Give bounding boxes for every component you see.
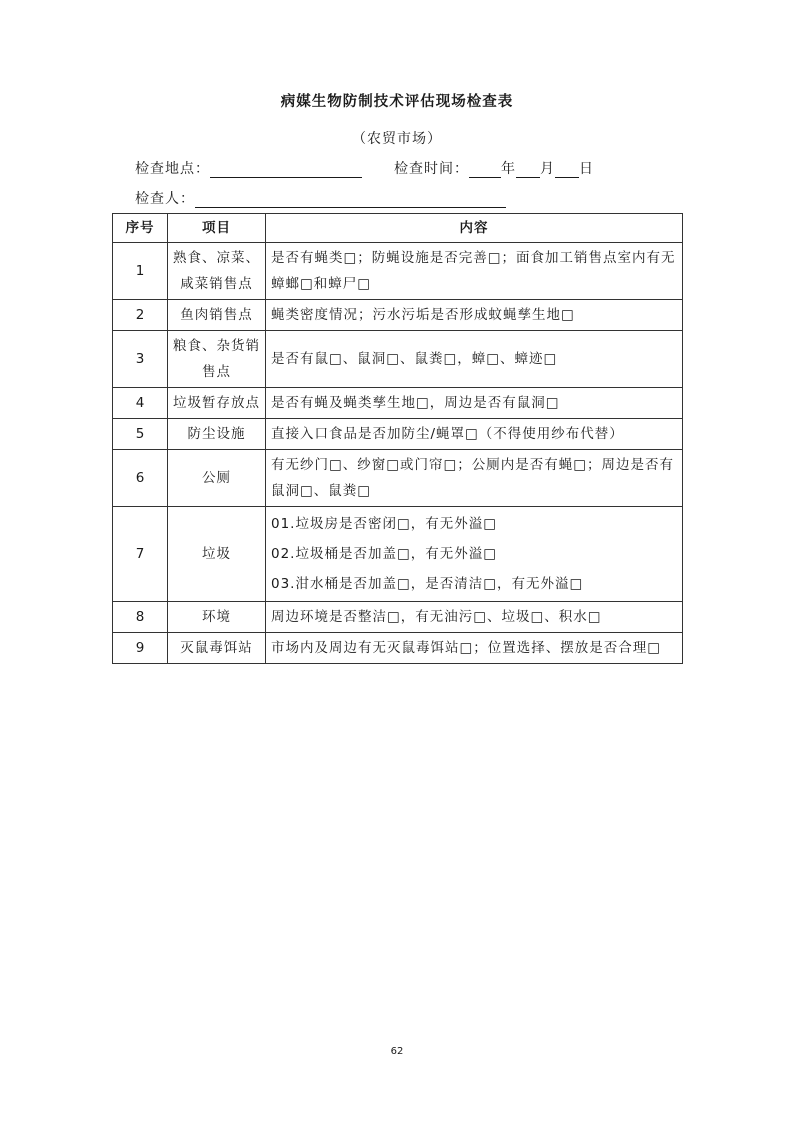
row-item: 灭鼠毒饵站 [168, 633, 266, 664]
month-label: 月 [540, 161, 555, 177]
table-row [113, 633, 683, 664]
row-content [266, 507, 683, 602]
row-item: 鱼肉销售点 [168, 300, 266, 331]
row-item: 公厕 [168, 450, 266, 507]
inspector-label: 检查人： [135, 191, 195, 207]
row-item: 垃圾 [168, 507, 266, 602]
time-label: 检查时间： [394, 161, 469, 177]
header-item: 项目 [168, 214, 266, 243]
row-number: 3 [113, 331, 168, 388]
row-number: 8 [113, 602, 168, 633]
page-number: 62 [390, 1046, 404, 1057]
table-row [113, 331, 683, 388]
row-number: 1 [113, 243, 168, 300]
row-item: 防尘设施 [168, 419, 266, 450]
row-content: 有无纱门□、纱窗□或门帘□；公厕内是否有蝇□；周边是否有鼠洞□、鼠粪□ [266, 450, 683, 507]
table-header-row [113, 214, 683, 243]
row-number: 4 [113, 388, 168, 419]
row-item: 环境 [168, 602, 266, 633]
row-content: 是否有蝇及蝇类孳生地□，周边是否有鼠洞□ [266, 388, 683, 419]
form-title: 病媒生物防制技术评估现场检查表 [280, 94, 514, 110]
header-content: 内容 [266, 214, 683, 243]
table-row [113, 419, 683, 450]
table-row [113, 450, 683, 507]
month-blank[interactable] [516, 162, 540, 178]
row-number: 2 [113, 300, 168, 331]
content-line: 01.垃圾房是否密闭□，有无外溢□ [271, 516, 497, 532]
content-line: 03.泔水桶是否加盖□，是否清洁□，有无外溢□ [271, 576, 584, 592]
table-row [113, 300, 683, 331]
inspector-row [135, 188, 506, 208]
row-number: 6 [113, 450, 168, 507]
row-number: 5 [113, 419, 168, 450]
year-blank[interactable] [469, 162, 501, 178]
row-content: 是否有鼠□、鼠洞□、鼠粪□，蟑□、蟑迹□ [266, 331, 683, 388]
form-subtitle: （农贸市场） [352, 131, 442, 147]
inspection-table [112, 213, 683, 664]
row-content: 直接入口食品是否加防尘/蝇罩□（不得使用纱布代替） [266, 419, 683, 450]
table-row [113, 602, 683, 633]
table-row [113, 388, 683, 419]
row-item: 熟食、凉菜、咸菜销售点 [168, 243, 266, 300]
table-row [113, 243, 683, 300]
row-item: 垃圾暂存放点 [168, 388, 266, 419]
row-number: 9 [113, 633, 168, 664]
table-row [113, 507, 683, 602]
location-label: 检查地点： [135, 161, 210, 177]
location-blank[interactable] [210, 162, 362, 178]
row-content: 是否有蝇类□；防蝇设施是否完善□；面食加工销售点室内有无蟑螂□和蟑尸□ [266, 243, 683, 300]
row-content: 周边环境是否整洁□，有无油污□、垃圾□、积水□ [266, 602, 683, 633]
content-line: 02.垃圾桶是否加盖□，有无外溢□ [271, 546, 497, 562]
row-content: 市场内及周边有无灭鼠毒饵站□；位置选择、摆放是否合理□ [266, 633, 683, 664]
row-item: 粮食、杂货销售点 [168, 331, 266, 388]
day-label: 日 [579, 161, 594, 177]
row-number: 7 [113, 507, 168, 602]
inspection-meta-row [135, 158, 594, 178]
day-blank[interactable] [555, 162, 579, 178]
inspector-blank[interactable] [195, 192, 506, 208]
row-content: 蝇类密度情况；污水污垢是否形成蚊蝇孳生地□ [266, 300, 683, 331]
year-label: 年 [501, 161, 516, 177]
header-number: 序号 [113, 214, 168, 243]
